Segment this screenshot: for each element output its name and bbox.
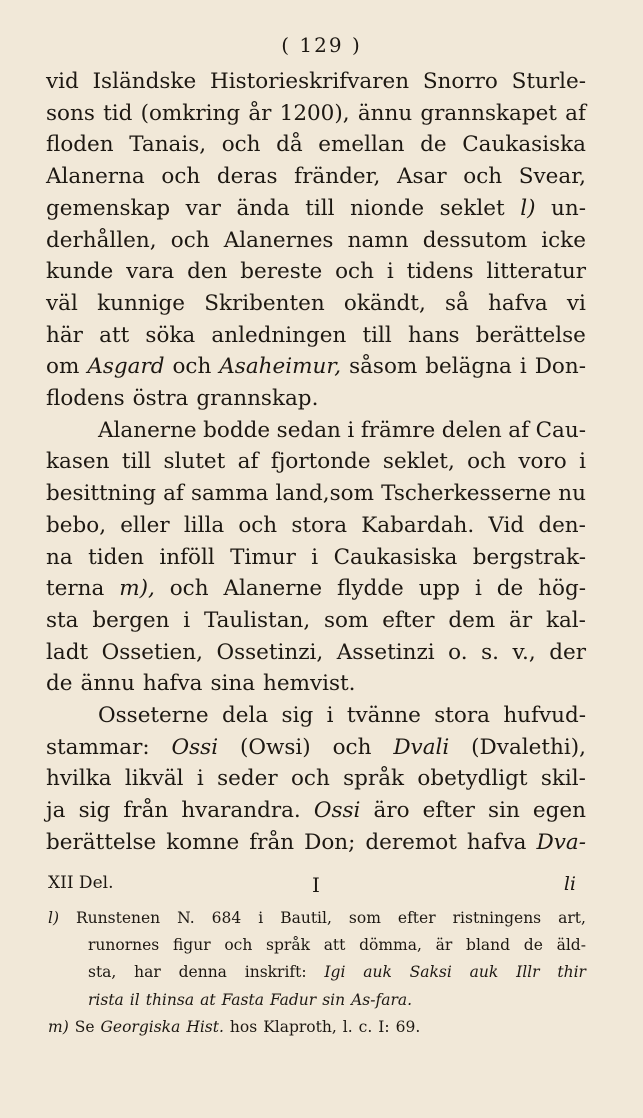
- signature-line: [48, 873, 588, 899]
- word: som: [348, 909, 381, 927]
- word: grannskapet: [420, 100, 557, 126]
- word: inföll: [159, 544, 215, 570]
- word: hemvist.: [263, 671, 356, 697]
- word: (Dvalethi),: [471, 734, 586, 760]
- word: sta,: [88, 963, 117, 982]
- word: auk: [469, 963, 499, 982]
- word: As-fara.: [351, 990, 413, 1009]
- word: figur: [172, 936, 211, 955]
- word: Ossetien,: [101, 639, 203, 665]
- word: sedan: [276, 417, 341, 443]
- word: kunde: [46, 259, 114, 285]
- word: anledningen: [211, 322, 347, 348]
- word: till: [121, 449, 152, 475]
- text-line: [46, 66, 586, 98]
- word: sta: [46, 607, 79, 633]
- word: bodde: [203, 417, 271, 443]
- word: m),: [119, 576, 155, 602]
- word: der: [549, 639, 586, 665]
- word: litteratur: [486, 259, 586, 285]
- word: i: [311, 544, 319, 570]
- word: hans: [407, 322, 460, 348]
- word: såsom: [349, 354, 418, 380]
- word: i: [183, 607, 191, 633]
- word: de: [46, 671, 73, 697]
- word: Taulistan,: [203, 607, 311, 633]
- word: äld-: [556, 936, 586, 955]
- word: Alanerne: [98, 417, 197, 443]
- word: och: [463, 164, 503, 190]
- text-line: [46, 573, 586, 605]
- text-line: [46, 161, 586, 193]
- word: likväl: [124, 766, 184, 792]
- word: söka: [145, 322, 196, 348]
- word: rista: [88, 990, 124, 1009]
- word: Igi: [324, 963, 346, 982]
- word: dem: [448, 607, 496, 633]
- word: bebo,: [46, 512, 107, 538]
- word: i: [196, 766, 204, 792]
- word: na: [46, 544, 73, 570]
- word: vid: [46, 69, 79, 94]
- word: ja: [46, 798, 66, 824]
- word: bereste: [240, 259, 323, 285]
- word: Isländske: [92, 69, 197, 94]
- word: dela: [222, 703, 269, 728]
- word: är: [435, 936, 453, 955]
- word: och: [170, 227, 210, 253]
- word: efter: [397, 909, 436, 927]
- text-line: [46, 668, 586, 700]
- word: okändt,: [343, 290, 426, 316]
- word: deras: [216, 164, 278, 190]
- word: Asar: [396, 164, 447, 190]
- word: Hist.: [186, 1017, 224, 1036]
- text-line: [46, 542, 586, 574]
- word: Klaproth,: [263, 1017, 337, 1036]
- word: auk: [363, 963, 392, 982]
- word: 684: [211, 909, 242, 927]
- word: Bautil,: [280, 909, 332, 927]
- word: komne: [166, 829, 240, 855]
- word: at: [200, 990, 216, 1009]
- word: till: [305, 195, 335, 221]
- text-line: [46, 795, 586, 827]
- word: terna: [46, 576, 105, 602]
- footnote-line: [88, 987, 586, 1013]
- signature-volume: XII Del.: [48, 873, 114, 893]
- word: Timur: [230, 544, 296, 570]
- word: Tscherkesserne: [381, 481, 552, 507]
- word: hos: [229, 1017, 258, 1036]
- word: nionde: [350, 195, 425, 221]
- text-line: [46, 193, 586, 225]
- word: stammar:: [46, 734, 150, 760]
- word: och: [161, 164, 201, 190]
- word: flodens: [46, 386, 125, 411]
- word: sina: [210, 671, 256, 697]
- word: besittning: [46, 481, 157, 507]
- word: thir: [557, 963, 586, 982]
- word: kasen: [46, 449, 110, 475]
- word: obetydligt: [417, 766, 528, 792]
- word: icke: [541, 227, 586, 253]
- text-line: [46, 129, 586, 161]
- word: ännu: [80, 671, 135, 697]
- word: språk: [343, 766, 405, 792]
- word: derhållen,: [46, 227, 157, 253]
- word: stora: [291, 512, 348, 538]
- word: grannskap.: [196, 386, 319, 411]
- word: Don-: [534, 354, 586, 380]
- word: sig: [281, 703, 314, 728]
- word: Georgiska: [100, 1017, 181, 1036]
- word: voro: [518, 449, 567, 475]
- word: har: [134, 963, 161, 982]
- word: att: [99, 322, 130, 348]
- word: berättelse: [46, 829, 157, 855]
- word: Assetinzi: [336, 639, 435, 665]
- word: l): [48, 909, 60, 927]
- word: dömma,: [359, 936, 422, 955]
- word: och: [238, 512, 278, 538]
- text-line: [46, 446, 586, 478]
- word: sin: [488, 798, 520, 824]
- word: fränder,: [294, 164, 381, 190]
- word: Kabardah.: [361, 512, 475, 538]
- word: vi: [566, 290, 586, 316]
- word: (omkring: [140, 100, 241, 126]
- word: (Owsi): [239, 734, 311, 760]
- word: ristningens: [452, 909, 542, 927]
- word: Fasta: [221, 990, 264, 1009]
- word: de: [420, 132, 447, 158]
- word: delen: [441, 417, 502, 443]
- word: un-: [551, 195, 586, 221]
- footnote-line: [48, 1014, 586, 1040]
- word: och: [172, 354, 212, 380]
- word: de: [496, 576, 524, 602]
- word: seklet: [439, 195, 505, 221]
- word: då: [276, 132, 303, 158]
- word: Alanernes: [223, 227, 334, 253]
- word: denna: [178, 963, 227, 982]
- word: Asgard: [87, 354, 165, 380]
- word: Dvali: [393, 734, 450, 760]
- word: Runstenen: [76, 909, 161, 927]
- word: I:: [378, 1017, 390, 1036]
- text-line: [46, 320, 586, 352]
- footnote-line: [88, 959, 586, 985]
- word: vara: [126, 259, 175, 285]
- word: i: [474, 576, 482, 602]
- word: att: [323, 936, 346, 955]
- word: berättelse: [475, 322, 586, 348]
- word: de: [523, 936, 543, 955]
- word: inskrift:: [244, 963, 307, 982]
- word: i: [579, 449, 586, 475]
- word: Historieskrifvaren: [209, 69, 410, 94]
- text-line: [46, 605, 586, 637]
- word: sons: [46, 100, 95, 126]
- word: den-: [538, 512, 586, 538]
- word: l): [520, 195, 536, 221]
- word: slutet: [163, 449, 226, 475]
- word: o.: [448, 639, 468, 665]
- word: i: [326, 703, 334, 728]
- word: kunnige: [97, 290, 185, 316]
- text-line: [46, 351, 586, 383]
- word: och: [335, 259, 374, 285]
- word: Ossi: [171, 734, 219, 760]
- word: deremot: [365, 829, 457, 855]
- text-line: [46, 98, 586, 130]
- signature-sheet: li: [563, 873, 576, 895]
- word: språk: [266, 936, 310, 955]
- word: efter: [422, 798, 475, 824]
- text-line: [46, 827, 586, 859]
- word: namn: [347, 227, 409, 253]
- signature-mark: I: [312, 873, 320, 897]
- word: främre: [360, 417, 436, 443]
- word: i: [519, 354, 527, 380]
- word: egen: [532, 798, 586, 824]
- page-number: ( 129 ): [281, 33, 362, 57]
- word: l.: [342, 1017, 353, 1036]
- word: i: [258, 909, 264, 927]
- word: flydde: [337, 576, 404, 602]
- word: af: [237, 449, 259, 475]
- word: upp: [418, 576, 461, 602]
- word: Sturle-: [511, 69, 586, 94]
- word: art,: [558, 909, 586, 927]
- word: äro: [373, 798, 410, 824]
- word: tvänne: [346, 703, 421, 728]
- word: c.: [358, 1017, 373, 1036]
- word: Illr: [516, 963, 540, 982]
- word: år: [248, 100, 272, 126]
- text-line: [46, 256, 586, 288]
- word: sig: [78, 798, 111, 824]
- word: fjortonde: [270, 449, 371, 475]
- word: så: [445, 290, 469, 316]
- word: och: [332, 734, 372, 760]
- word: bergstrak-: [472, 544, 586, 570]
- word: hvilka: [46, 766, 112, 792]
- word: Osseterne: [98, 703, 209, 728]
- word: och: [290, 766, 330, 792]
- word: Vid: [488, 512, 525, 538]
- word: samma: [190, 481, 269, 507]
- word: Tanais,: [129, 132, 207, 158]
- word: seder: [217, 766, 278, 792]
- word: från: [249, 829, 295, 855]
- word: emellan: [318, 132, 405, 158]
- word: Se: [74, 1017, 95, 1036]
- word: Caukasiska: [462, 132, 586, 158]
- word: hvarandra.: [181, 798, 301, 824]
- word: m): [48, 1017, 69, 1036]
- word: och: [221, 132, 261, 158]
- word: hög-: [538, 576, 586, 602]
- word: hafva: [488, 290, 548, 316]
- word: tid: [103, 100, 133, 126]
- word: thinsa: [145, 990, 195, 1009]
- text-line: [46, 637, 586, 669]
- word: var: [185, 195, 221, 221]
- word: Snorro: [422, 69, 498, 94]
- word: N.: [177, 909, 195, 927]
- word: väl: [46, 290, 78, 316]
- word: i: [386, 259, 394, 285]
- word: Don;: [304, 829, 356, 855]
- word: här: [46, 322, 83, 348]
- word: i: [347, 417, 355, 443]
- word: efter: [382, 607, 435, 633]
- word: s.: [481, 639, 499, 665]
- word: v.,: [512, 639, 536, 665]
- word: från: [123, 798, 169, 824]
- text-line: [46, 510, 586, 542]
- word: och: [169, 576, 209, 602]
- word: tiden: [88, 544, 144, 570]
- word: är: [509, 607, 533, 633]
- word: Alanerne: [223, 576, 323, 602]
- word: till: [362, 322, 392, 348]
- word: hafva: [466, 829, 527, 855]
- word: Caukasiska: [333, 544, 458, 570]
- word: Alanerna: [46, 164, 145, 190]
- word: hafva: [142, 671, 203, 697]
- word: belägna: [425, 354, 512, 380]
- text-line: [98, 700, 586, 732]
- text-line: [46, 763, 586, 795]
- word: floden: [46, 132, 114, 158]
- word: stora: [434, 703, 490, 728]
- word: sin: [322, 990, 346, 1009]
- word: Asaheimur,: [219, 354, 342, 380]
- word: östra: [132, 386, 189, 411]
- word: ända: [236, 195, 290, 221]
- word: dessutom: [422, 227, 528, 253]
- word: som: [324, 607, 369, 633]
- word: Ossetinzi,: [216, 639, 324, 665]
- word: Fadur: [269, 990, 317, 1009]
- word: hufvud-: [503, 703, 586, 728]
- word: 69.: [395, 1017, 421, 1036]
- word: seklet,: [382, 449, 455, 475]
- text-line: [46, 383, 586, 415]
- footnote-line: [88, 932, 586, 958]
- word: il: [129, 990, 140, 1009]
- word: af: [163, 481, 184, 507]
- word: eller: [120, 512, 170, 538]
- word: af: [565, 100, 586, 126]
- text-line: [46, 225, 586, 257]
- word: bergen: [92, 607, 170, 633]
- word: af: [508, 417, 530, 443]
- word: nu: [558, 481, 586, 507]
- word: Skribenten: [204, 290, 325, 316]
- word: Cau-: [535, 417, 586, 443]
- footnote-line: [48, 905, 586, 931]
- word: kal-: [545, 607, 586, 633]
- word: ladt: [46, 639, 89, 665]
- text-line: [46, 732, 586, 764]
- word: Dva-: [536, 829, 586, 855]
- word: och: [467, 449, 506, 475]
- word: och: [224, 936, 253, 955]
- text-line: [98, 415, 586, 447]
- word: lilla: [183, 512, 225, 538]
- word: ännu: [357, 100, 413, 126]
- word: skil-: [540, 766, 586, 792]
- word: om: [46, 354, 80, 380]
- word: bland: [466, 936, 511, 955]
- text-line: [46, 478, 586, 510]
- text-line: [46, 288, 586, 320]
- word: den: [187, 259, 228, 285]
- word: runornes: [88, 936, 160, 955]
- word: Svear,: [518, 164, 586, 190]
- word: Saksi: [409, 963, 452, 982]
- word: land,som: [275, 481, 374, 507]
- word: 1200),: [279, 100, 350, 126]
- word: tidens: [406, 259, 474, 285]
- word: gemenskap: [46, 195, 171, 221]
- word: Ossi: [313, 798, 361, 824]
